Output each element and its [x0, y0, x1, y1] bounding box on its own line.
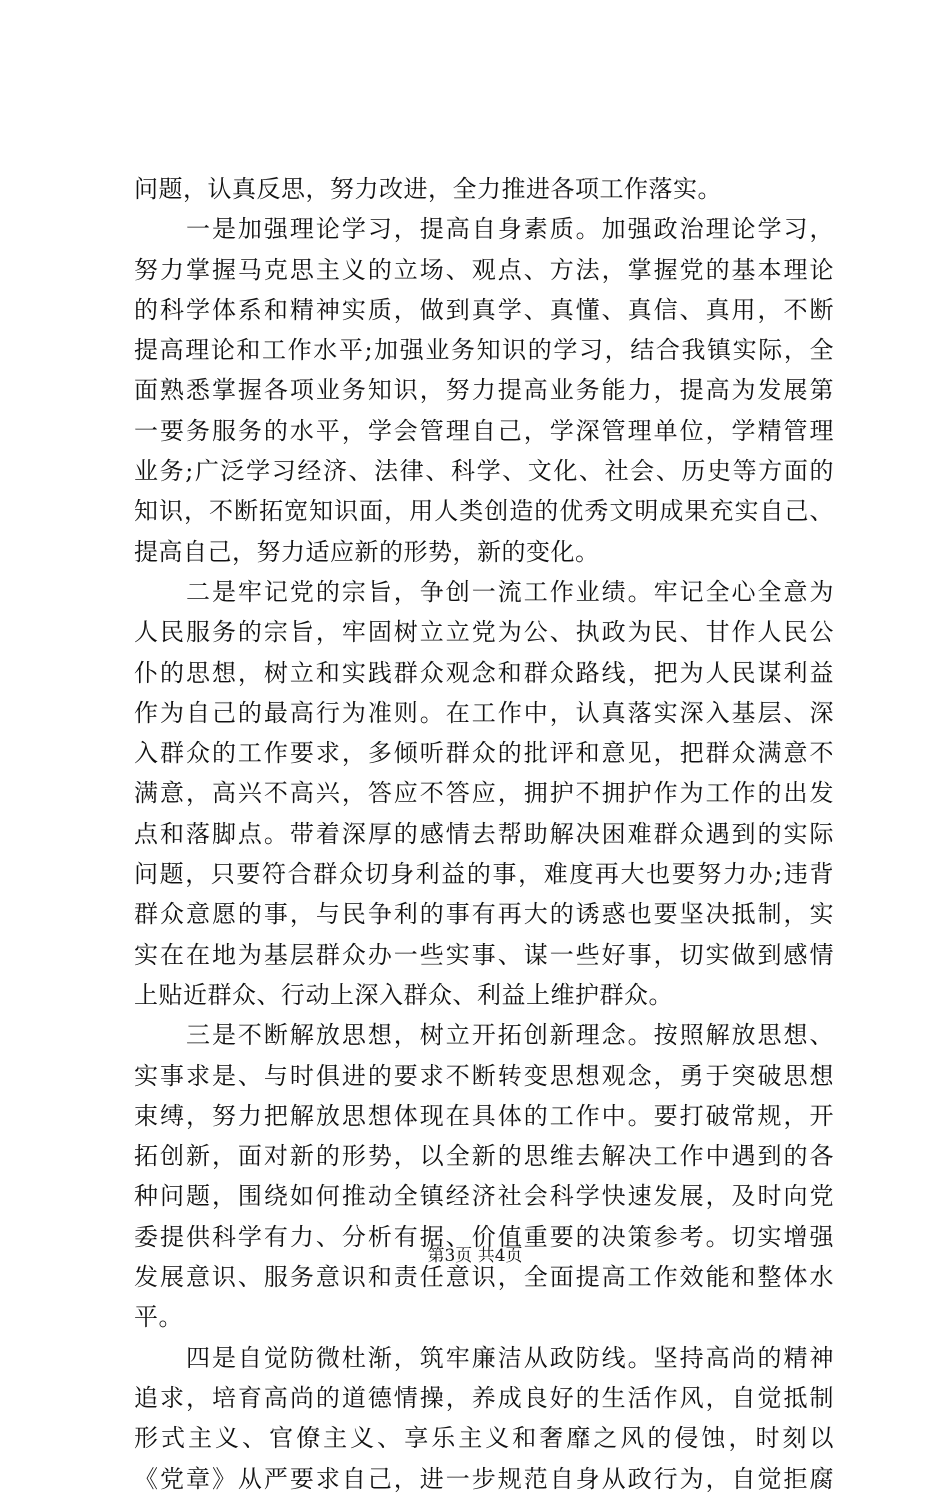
text-line: 上贴近群众、行动上深入群众、利益上维护群众。 — [134, 980, 673, 1009]
text-line: 的科学体系和精神实质，做到真学、真懂、真信、真用，不断 — [134, 295, 834, 324]
text-line: 人民服务的宗旨，牢固树立立党为公、执政为民、甘作人民公 — [134, 618, 834, 647]
text-line: 平。 — [134, 1303, 183, 1332]
text-line: 问题，只要符合群众切身利益的事，难度再大也要努力办;违背 — [134, 860, 834, 889]
text-line: 二是牢记党的宗旨，争创一流工作业绩。牢记全心全意为 — [134, 577, 834, 606]
text-line: 束缚，努力把解放思想体现在具体的工作中。要打破常规，开 — [134, 1101, 834, 1130]
text-line: 种问题，围绕如何推动全镇经济社会科学快速发展，及时向党 — [134, 1182, 834, 1211]
text-line: 问题，认真反思，努力改进，全力推进各项工作落实。 — [134, 175, 722, 203]
text-line: 拓创新，面对新的形势，以全新的思维去解决工作中遇到的各 — [134, 1142, 834, 1171]
text-line: 作为自己的最高行为准则。在工作中，认真落实深入基层、深 — [134, 698, 834, 727]
text-line: 提高理论和工作水平;加强业务知识的学习，结合我镇实际，全 — [134, 336, 834, 365]
text-line: 知识，不断拓宽知识面，用人类创造的优秀文明成果充实自己、 — [134, 497, 834, 526]
text-line: 一要务服务的水平，学会管理自己，学深管理单位，学精管理 — [134, 416, 834, 445]
text-line: 实事求是、与时俱进的要求不断转变思想观念，勇于突破思想 — [134, 1061, 834, 1090]
text-line: 《党章》从严要求自己，进一步规范自身从政行为，自觉拒腐 — [134, 1464, 834, 1493]
text-line: 实在在地为基层群众办一些实事、谋一些好事，切实做到感情 — [134, 940, 834, 969]
text-line: 入群众的工作要求，多倾听群众的批评和意见，把群众满意不 — [134, 739, 834, 768]
page-number-footer: 第3页 共4页 — [427, 1246, 523, 1266]
text-line: 仆的思想，树立和实践群众观念和群众路线，把为人民谋利益 — [134, 658, 834, 687]
text-line: 群众意愿的事，与民争利的事有再大的诱惑也要坚决抵制，实 — [134, 900, 834, 929]
text-line: 发展意识、服务意识和责任意识，全面提高工作效能和整体水 — [134, 1263, 834, 1292]
text-line: 四是自觉防微杜渐，筑牢廉洁从政防线。坚持高尚的精神 — [134, 1343, 834, 1372]
body-text — [134, 169, 834, 1499]
text-line: 满意，高兴不高兴，答应不答应，拥护不拥护作为工作的出发 — [134, 779, 834, 808]
text-line: 委提供科学有力、分析有据、价值重要的决策参考。切实增强 — [134, 1222, 834, 1251]
text-line: 三是不断解放思想，树立开拓创新理念。按照解放思想、 — [134, 1021, 834, 1050]
text-line: 面熟悉掌握各项业务知识，努力提高业务能力，提高为发展第 — [134, 376, 834, 405]
text-line: 追求，培育高尚的道德情操，养成良好的生活作风，自觉抵制 — [134, 1383, 834, 1412]
text-line: 点和落脚点。带着深厚的感情去帮助解决困难群众遇到的实际 — [134, 819, 834, 848]
text-line: 一是加强理论学习，提高自身素质。加强政治理论学习， — [134, 215, 834, 244]
text-line: 努力掌握马克思主义的立场、观点、方法，掌握党的基本理论 — [134, 255, 834, 284]
text-line: 提高自己，努力适应新的形势，新的变化。 — [134, 537, 600, 566]
text-line: 形式主义、官僚主义、享乐主义和奢靡之风的侵蚀，时刻以 — [134, 1424, 834, 1453]
text-line: 业务;广泛学习经济、法律、科学、文化、社会、历史等方面的 — [134, 457, 834, 486]
